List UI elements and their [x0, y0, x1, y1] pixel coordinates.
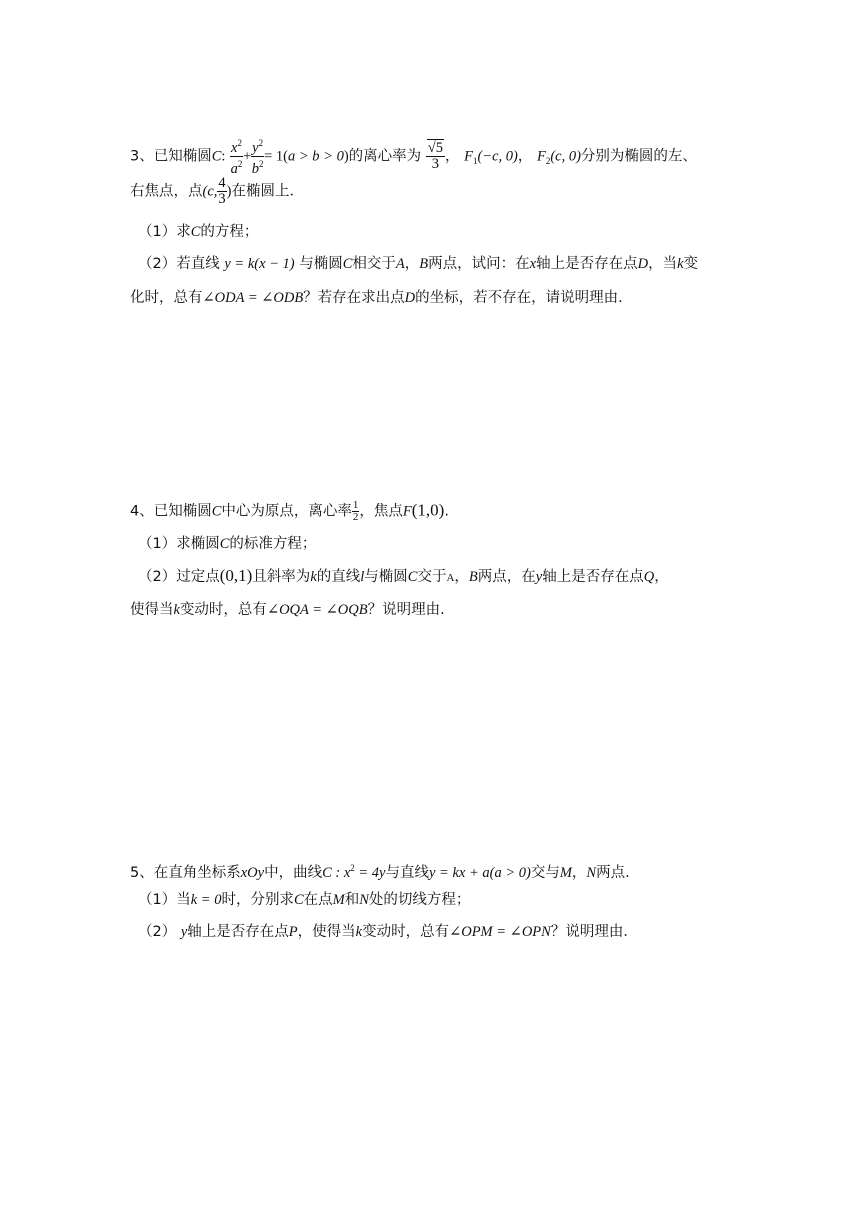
- math: ∠OQA = ∠OQB: [266, 602, 368, 618]
- text: 轴上是否存在点: [187, 924, 289, 940]
- math: ∠OPM = ∠OPN: [449, 924, 551, 940]
- math: = 4y: [354, 864, 386, 881]
- text: 的直线: [316, 569, 361, 585]
- text: 两点．: [596, 864, 640, 881]
- text: 的标准方程；: [229, 536, 317, 552]
- math: ): [226, 183, 232, 200]
- text: 右焦点，点: [130, 183, 203, 200]
- problem-3-part-2-cont: [130, 288, 633, 308]
- text: 的坐标，若不存在，请说明理由．: [415, 290, 633, 306]
- text: 轴上是否存在点: [536, 256, 638, 272]
- math: x: [231, 139, 238, 156]
- math: = 1(: [264, 148, 288, 165]
- text: 变: [683, 256, 698, 272]
- text: 的离心率为: [348, 148, 422, 165]
- text: ，: [445, 148, 460, 165]
- text: ，: [404, 256, 420, 272]
- math: :: [221, 148, 226, 165]
- text: ，焦点: [359, 503, 403, 520]
- text: ？说明理由．: [550, 924, 638, 940]
- math: y: [535, 569, 543, 585]
- text: 分别为椭圆的左、: [580, 148, 697, 165]
- math: C: [211, 148, 222, 165]
- problem-4-part-2: [138, 566, 669, 588]
- text: 的方程；: [200, 224, 259, 240]
- fraction-y2-b2: [251, 136, 264, 177]
- math: ∠ODA = ∠ODB: [202, 290, 304, 306]
- text: 交于: [417, 569, 447, 585]
- math: B: [419, 256, 429, 272]
- problem-3-line-2: [130, 176, 304, 207]
- math: x: [529, 256, 537, 272]
- text: ，: [654, 569, 669, 585]
- math: (c, 0): [550, 148, 581, 165]
- math: a > b > 0: [288, 148, 344, 165]
- text: 变动时，总有: [362, 924, 450, 940]
- math: k: [355, 924, 363, 940]
- text: .: [444, 503, 449, 520]
- math: 2: [237, 158, 243, 169]
- math: A: [446, 572, 455, 584]
- math: C: [293, 892, 304, 908]
- text: 在椭圆上．: [231, 183, 304, 200]
- fraction-x2-a2: [230, 136, 243, 177]
- text: ，: [517, 148, 533, 165]
- text: ，使得当: [297, 924, 356, 940]
- text: 中，曲线: [264, 864, 323, 881]
- math: C: [407, 569, 418, 585]
- text: 与直线: [385, 864, 429, 881]
- math: y: [252, 139, 259, 156]
- math: C: [219, 536, 230, 552]
- math: F: [464, 148, 473, 165]
- text: ，当: [648, 256, 678, 272]
- problem-3-part-2: [138, 254, 698, 274]
- text: （2）过定点: [138, 569, 220, 585]
- math: 2: [352, 511, 359, 523]
- math: a: [230, 160, 238, 177]
- math: M: [332, 892, 345, 908]
- text: 化时，总有: [130, 290, 203, 306]
- text: 在点: [303, 892, 333, 908]
- text: 两点，试问：在: [428, 256, 530, 272]
- math: B: [468, 569, 478, 585]
- math: 1: [472, 156, 478, 167]
- math: k = 0: [190, 892, 222, 908]
- text: （2）: [138, 924, 177, 940]
- text: 且斜率为: [252, 569, 311, 585]
- text: （1）当: [138, 892, 191, 908]
- text: 5、在直角坐标系: [130, 864, 241, 881]
- math: 2: [350, 863, 355, 873]
- math: M: [559, 864, 572, 881]
- math: 4: [218, 175, 226, 191]
- math: C: [211, 503, 222, 520]
- math: (1,0): [411, 500, 445, 520]
- math: (0,1): [219, 566, 253, 585]
- problem-4-line-1: [130, 500, 449, 523]
- math: 2: [545, 156, 551, 167]
- math: y = k(x − 1): [224, 256, 295, 272]
- math: xOy: [240, 864, 265, 881]
- text: （2）若直线: [138, 256, 220, 272]
- math: l: [360, 569, 365, 585]
- math: ): [343, 148, 349, 165]
- math: 3: [431, 155, 440, 172]
- math: A: [395, 256, 405, 272]
- problem-5-line-1: [130, 858, 640, 883]
- math: 2: [259, 158, 264, 169]
- text: 处的切线方程；: [368, 892, 471, 908]
- text: 相交于: [352, 256, 396, 272]
- text: 与椭圆: [299, 256, 343, 272]
- text: ？说明理由.: [367, 602, 445, 618]
- math: √5: [427, 139, 443, 156]
- math: b: [251, 160, 260, 177]
- text: ，: [571, 864, 587, 881]
- fraction-4-3: [217, 176, 226, 207]
- math: 2: [258, 138, 264, 148]
- math: y = kx + a(a > 0): [429, 864, 531, 881]
- math: k: [677, 256, 684, 272]
- text: ，: [454, 569, 469, 585]
- math: N: [586, 864, 597, 881]
- math: D: [404, 290, 416, 306]
- text: 使得当: [130, 602, 174, 618]
- problem-5-part-2: [138, 922, 638, 942]
- text: 3、已知椭圆: [130, 148, 212, 165]
- text: 两点，在: [477, 569, 536, 585]
- problem-4-part-1: [138, 534, 316, 554]
- fraction-sqrt5-3: [426, 141, 445, 172]
- problem-3-line-1: [130, 136, 697, 177]
- math: C: [342, 256, 353, 272]
- text: 变动时，总有: [179, 602, 267, 618]
- math: F: [402, 503, 412, 520]
- text: 交与: [530, 864, 560, 881]
- text: 轴上是否存在点: [542, 569, 644, 585]
- math: +: [242, 148, 252, 165]
- math: D: [637, 256, 649, 272]
- problem-4-part-2-cont: [130, 600, 445, 620]
- math: F: [536, 148, 546, 165]
- math: 1: [352, 499, 359, 511]
- math: k: [310, 569, 317, 585]
- math: C : x: [322, 864, 351, 881]
- math: k: [173, 602, 180, 618]
- text: （1）求椭圆: [138, 536, 220, 552]
- text: 4、已知椭圆: [130, 503, 212, 520]
- math: P: [288, 924, 298, 940]
- math: (−c, 0): [477, 148, 518, 165]
- math: 2: [237, 138, 242, 148]
- problem-3-part-1: [138, 222, 258, 242]
- math: Q: [643, 569, 655, 585]
- math: 3: [218, 191, 226, 207]
- text: ？若存在求出点: [303, 290, 405, 306]
- text: 与椭圆: [364, 569, 408, 585]
- math: y: [180, 924, 188, 940]
- problem-5-part-1: [138, 890, 470, 910]
- text: 中心为原点，离心率: [221, 503, 352, 520]
- math: (c,: [202, 183, 218, 200]
- text: 和: [344, 892, 360, 908]
- math: C: [190, 224, 201, 240]
- text: （1）求: [138, 224, 191, 240]
- text: 时，分别求: [221, 892, 294, 908]
- math: N: [359, 892, 369, 908]
